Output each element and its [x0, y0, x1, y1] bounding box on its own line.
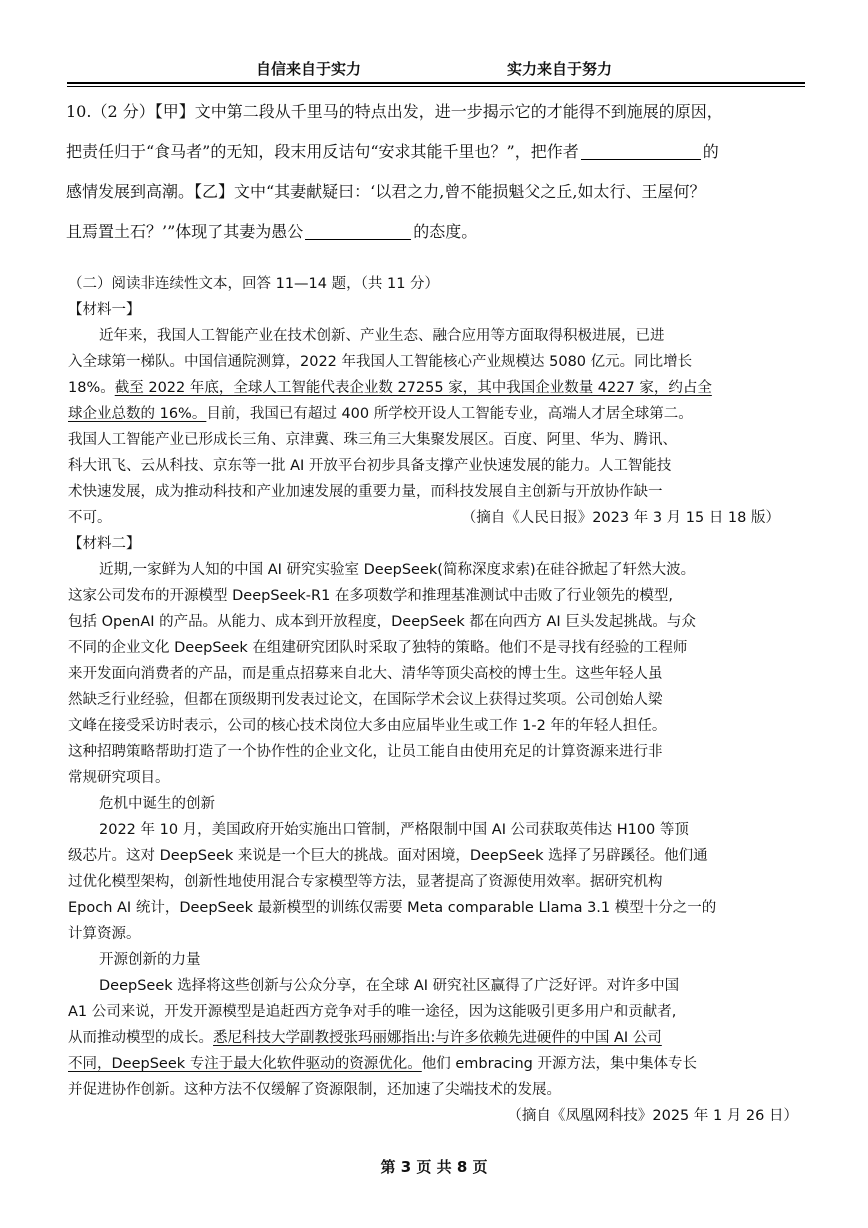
paragraph-line: 近期,一家鲜为人知的中国 AI 研究实验室 DeepSeek(简称深度求索)在硅谷掀起了轩然大波。: [99, 562, 696, 578]
underlined-text: 不同，DeepSeek 专注于最大化软件驱动的资源优化。: [68, 1056, 422, 1072]
q10-text: 的: [702, 142, 719, 161]
q10-text: 把责任归于“食马者”的无知，段末用反诘句“安求其能千里也？”，把作者: [66, 142, 579, 161]
paragraph-line: Epoch AI 统计，DeepSeek 最新模型的训练仅需要 Meta comparable Llama 3.1 模型十分之一的: [68, 900, 717, 916]
material-1-title: 【材料一】: [68, 302, 141, 318]
source-citation: （摘自《人民日报》2023 年 3 月 15 日 18 版）: [461, 510, 780, 526]
paragraph-line: 我国人工智能产业已形成长三角、京津冀、珠三角三大集聚发展区。百度、阿里、华为、腾讯、: [68, 432, 677, 448]
paragraph-line: 2022 年 10 月，美国政府开始实施出口管制，严格限制中国 AI 公司获取英伟达 H100 等顶: [99, 822, 689, 838]
paragraph-line: 然缺乏行业经验，但都在顶级期刊发表过论文，在国际学术会议上获得过奖项。公司创始人梁: [68, 692, 663, 708]
paragraph-line: [68, 1051, 808, 1077]
text: 不可。: [68, 510, 112, 526]
paragraph-line: 不同的企业文化 DeepSeek 在组建研究团队时采取了独特的策略。他们不是寻找有经验的工程师: [68, 640, 688, 656]
subheading: 开源创新的力量: [99, 952, 201, 968]
answer-blank-1[interactable]: [581, 143, 701, 160]
paragraph-line: 这种招聘策略帮助打造了一个协作性的企业文化，让员工能自由使用充足的计算资源来进行非: [68, 744, 663, 760]
paragraph-line: [68, 1025, 808, 1051]
source-citation: （摘自《凤凰网科技》2025 年 1 月 26 日）: [507, 1108, 798, 1124]
text: 目前，我国已有超过 400 所学校开设人工智能专业，高端人才居全球第二。: [206, 406, 693, 422]
answer-blank-2[interactable]: [305, 223, 411, 240]
paragraph-line: 级芯片。这对 DeepSeek 来说是一个巨大的挑战。面对困境，DeepSeek 选择了另辟蹊径。他们通: [68, 848, 708, 864]
q10-line-1: 10.（2 分）【甲】文中第二段从千里马的特点出发，进一步揭示它的才能得不到施展的原因，: [66, 102, 723, 121]
q10-text: 的态度。: [413, 222, 478, 241]
header-divider: [67, 82, 805, 84]
header-motto-right: 实力来自于努力: [507, 60, 613, 78]
material-2-title: 【材料二】: [68, 536, 141, 552]
paragraph-line: A1 公司来说，开发开源模型是追赶西方竞争对手的唯一途径，因为这能吸引更多用户和贡献者,: [68, 1004, 677, 1020]
reading-section-2: [68, 271, 808, 1129]
paragraph-line: 近年来，我国人工智能产业在技术创新、产业生态、融合应用等方面取得积极进展，已进: [99, 328, 665, 344]
text: 从而推动模型的成长。: [68, 1030, 213, 1046]
paragraph-line: 并促进协作创新。这种方法不仅缓解了资源限制，还加速了尖端技术的发展。: [68, 1082, 561, 1098]
paragraph-line: 术快速发展，成为推动科技和产业加速发展的重要力量，而科技发展自主创新与开放协作缺一: [68, 484, 663, 500]
underlined-text: 悉尼科技大学副教授张玛丽娜指出:与许多依赖先进硬件的中国 AI 公司: [213, 1030, 662, 1046]
section-heading: （二）阅读非连续性文本，回答 11—14 题，（共 11 分）: [68, 276, 440, 292]
paragraph-line: [68, 505, 808, 531]
subheading: 危机中诞生的创新: [99, 796, 215, 812]
header-divider-thin: [67, 86, 805, 87]
q10-line-4: [66, 212, 806, 252]
paragraph-line: 科大讯飞、云从科技、京东等一批 AI 开放平台初步具备支撑产业快速发展的能力。人工智能技: [68, 458, 672, 474]
paragraph-line: 包括 OpenAI 的产品。从能力、成本到开放程度，DeepSeek 都在向西方 AI 巨头发起挑战。与众: [68, 614, 696, 630]
q10-text: 且焉置土石？’”体现了其妻为愚公: [66, 222, 304, 241]
paragraph-line: 常规研究项目。: [68, 770, 170, 786]
q10-line-2: [66, 132, 806, 172]
underlined-text: 截至 2022 年底，全球人工智能代表企业数 27255 家，其中我国企业数量 4227 家，约占全: [114, 380, 712, 396]
text: 18%。: [68, 380, 115, 396]
paragraph-line: 这家公司发布的开源模型 DeepSeek-R1 在多项数学和推理基准测试中击败了行业领先的模型,: [68, 588, 674, 604]
q10-line-3: 感情发展到高潮。【乙】文中“其妻献疑曰：‘以君之力,曾不能损魁父之丘,如太行、王屋何？: [66, 182, 706, 201]
underlined-text: 球企业总数的 16%。: [68, 406, 207, 422]
paragraph-line: 文峰在接受采访时表示，公司的核心技术岗位大多由应届毕业生或工作 1-2 年的年轻人担任。: [68, 718, 667, 734]
question-10: [66, 92, 806, 252]
text: 他们 embracing 开源方法，集中集体专长: [421, 1056, 697, 1072]
paragraph-line: [68, 401, 808, 427]
paragraph-line: [68, 375, 808, 401]
header-motto-left: 自信来自于实力: [256, 60, 362, 78]
paragraph-line: 入全球第一梯队。中国信通院测算，2022 年我国人工智能核心产业规模达 5080 亿元。同比增长: [68, 354, 693, 370]
paragraph-line: 来开发面向消费者的产品，而是重点招募来自北大、清华等顶尖高校的博士生。这些年轻人虽: [68, 666, 663, 682]
page-header: [0, 56, 868, 80]
paragraph-line: DeepSeek 选择将这些创新与公众分享，在全球 AI 研究社区赢得了广泛好评。对许多中国: [99, 978, 680, 994]
paragraph-line: 过优化模型架构，创新性地使用混合专家模型等方法，显著提高了资源使用效率。据研究机构: [68, 874, 663, 890]
paragraph-line: 计算资源。: [68, 926, 141, 942]
page-number: 第 3 页 共 8 页: [380, 1158, 488, 1176]
